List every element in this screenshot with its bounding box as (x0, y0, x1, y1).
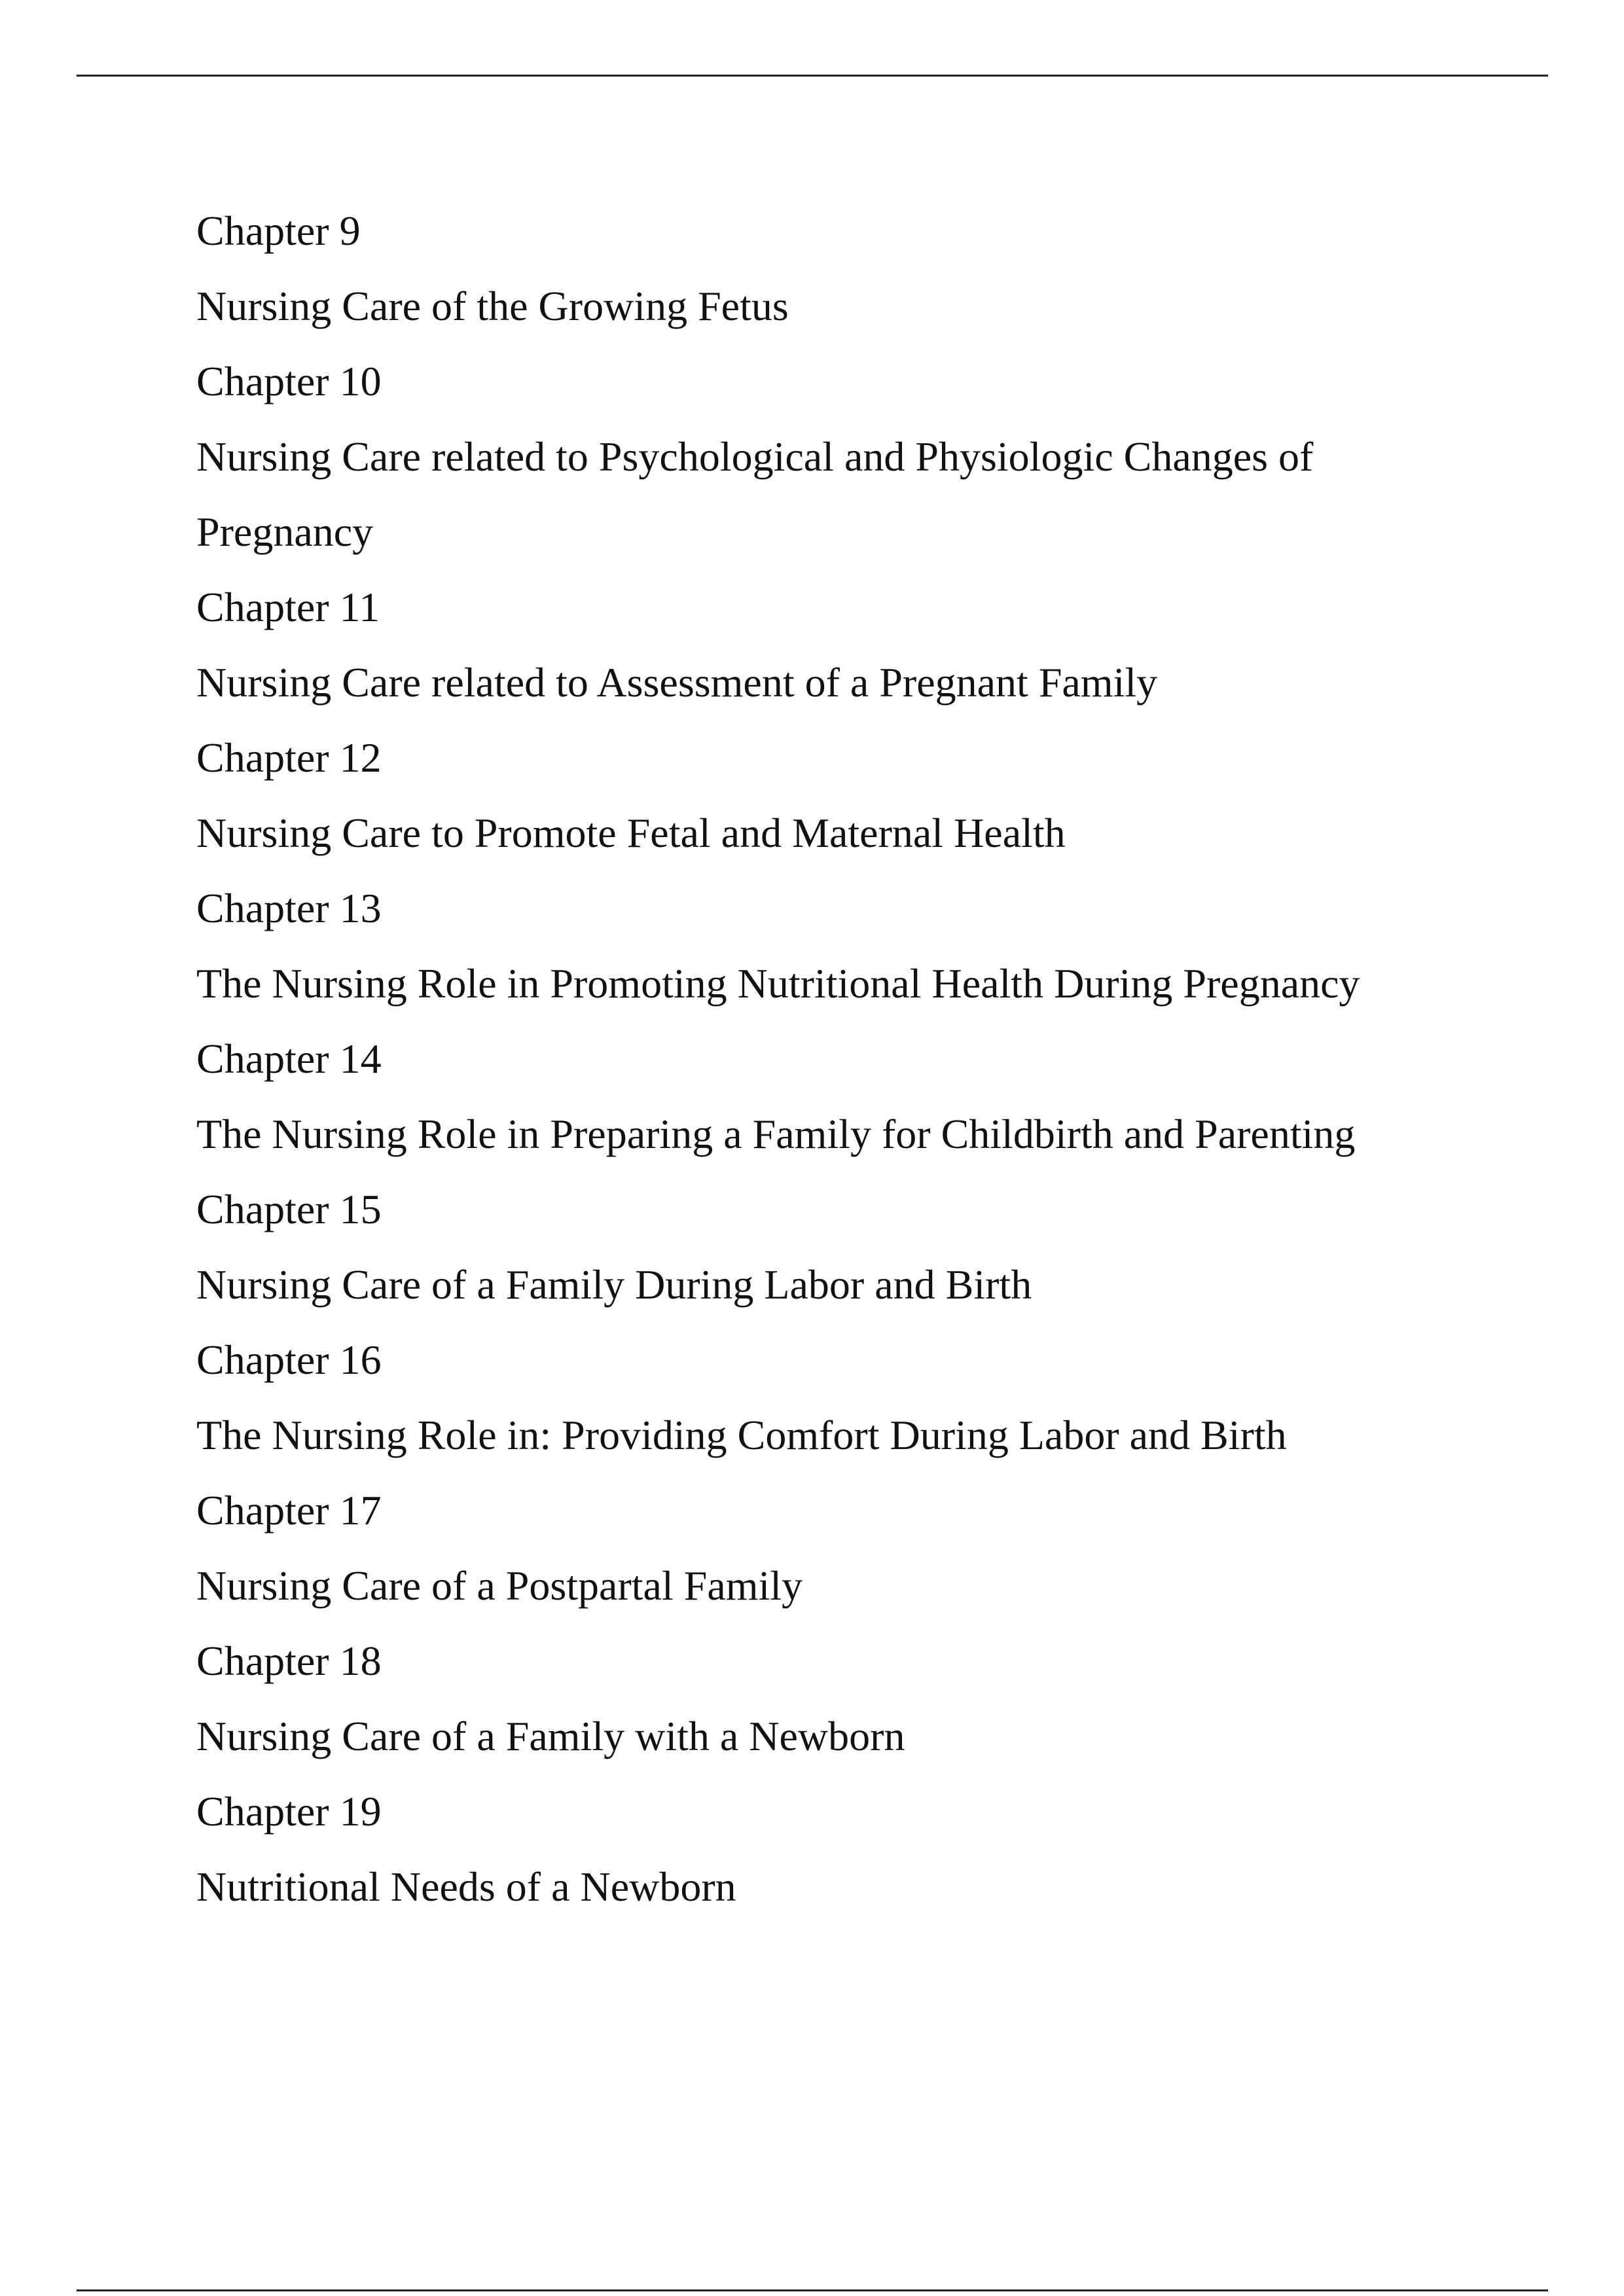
chapter-number: Chapter 18 (196, 1638, 382, 1684)
chapter-title: Nursing Care of a Postpartal Family (196, 1562, 803, 1609)
chapter-title: Nursing Care related to Assessment of a Pregnant Family (196, 659, 1158, 706)
chapter-number: Chapter 15 (196, 1186, 382, 1232)
chapter-title: The Nursing Role in: Providing Comfort During Labor and Birth (196, 1412, 1287, 1458)
chapter-number: Chapter 17 (196, 1487, 382, 1534)
chapter-title-continuation: Pregnancy (196, 509, 374, 555)
chapter-number: Chapter 19 (196, 1788, 382, 1835)
chapter-title: Nursing Care of a Family with a Newborn (196, 1713, 905, 1759)
chapter-list (196, 193, 1506, 1924)
chapter-number: Chapter 13 (196, 885, 382, 931)
chapter-title: The Nursing Role in Preparing a Family for Childbirth and Parenting (196, 1111, 1356, 1157)
chapter-number: Chapter 16 (196, 1336, 382, 1383)
chapter-title: Nursing Care of the Growing Fetus (196, 283, 789, 329)
bottom-divider (77, 2289, 1548, 2291)
chapter-number: Chapter 11 (196, 584, 380, 630)
top-divider (77, 75, 1548, 77)
chapter-number: Chapter 14 (196, 1035, 382, 1082)
chapter-title: Nursing Care of a Family During Labor and Birth (196, 1261, 1032, 1308)
chapter-title: Nutritional Needs of a Newborn (196, 1863, 736, 1910)
chapter-number: Chapter 9 (196, 207, 361, 254)
chapter-title: Nursing Care related to Psychological and Physiologic Changes of (196, 433, 1314, 480)
chapter-title: Nursing Care to Promote Fetal and Maternal Health (196, 810, 1066, 856)
chapter-title: The Nursing Role in Promoting Nutritional Health During Pregnancy (196, 960, 1360, 1007)
chapter-number: Chapter 10 (196, 358, 382, 404)
chapter-number: Chapter 12 (196, 734, 382, 781)
